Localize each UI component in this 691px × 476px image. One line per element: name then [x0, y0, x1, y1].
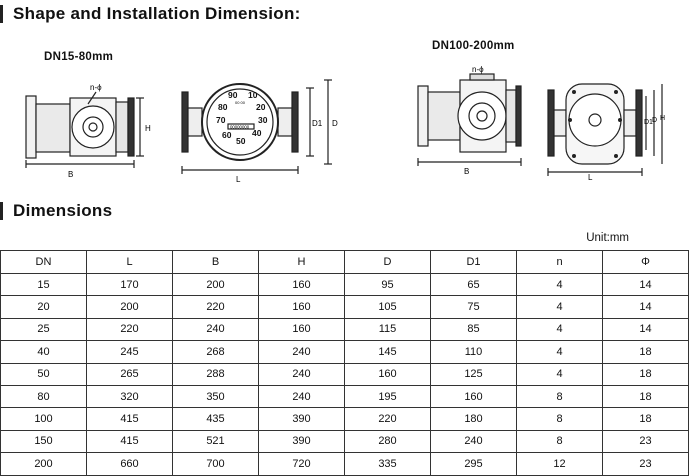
column-header: B — [173, 251, 259, 274]
column-header: Φ — [603, 251, 689, 274]
table-cell: 8 — [517, 408, 603, 430]
hole-label-large: n-ϕ — [472, 65, 484, 74]
table-cell: 200 — [87, 296, 173, 318]
table-cell: 240 — [259, 385, 345, 407]
large-size-label: DN100-200mm — [432, 40, 515, 52]
table-row — [1, 385, 689, 407]
shape-section-title: Shape and Installation Dimension: — [0, 5, 301, 23]
dim-h-label-small: H — [145, 124, 151, 133]
table-row — [1, 363, 689, 385]
table-cell: 20 — [1, 296, 87, 318]
dim-h-label-large: H — [660, 115, 666, 122]
table-cell: 4 — [517, 296, 603, 318]
table-cell: 85 — [431, 318, 517, 340]
table-cell: 8 — [517, 430, 603, 452]
table-cell: 180 — [431, 408, 517, 430]
table-cell: 14 — [603, 318, 689, 340]
table-cell: 280 — [345, 430, 431, 452]
table-cell: 80 — [1, 385, 87, 407]
large-side-view-drawing — [412, 66, 530, 176]
table-cell: 4 — [517, 341, 603, 363]
table-cell: 335 — [345, 453, 431, 475]
table-cell: 521 — [173, 430, 259, 452]
column-header: DN — [1, 251, 87, 274]
table-cell: 75 — [431, 296, 517, 318]
dial-number: 10 — [248, 90, 258, 100]
table-cell: 14 — [603, 296, 689, 318]
table-header-row — [1, 251, 689, 274]
table-cell: 25 — [1, 318, 87, 340]
table-cell: 4 — [517, 363, 603, 385]
table-cell: 240 — [431, 430, 517, 452]
dial-number: 90 — [228, 90, 238, 100]
column-header: D1 — [431, 251, 517, 274]
table-cell: 150 — [1, 430, 87, 452]
table-cell: 160 — [259, 318, 345, 340]
table-row — [1, 274, 689, 296]
table-cell: 390 — [259, 408, 345, 430]
dim-b-label-large: B — [464, 167, 470, 176]
table-cell: 23 — [603, 430, 689, 452]
table-cell: 18 — [603, 385, 689, 407]
large-front-view-drawing — [544, 76, 668, 180]
small-side-view-drawing — [18, 82, 158, 184]
table-cell: 12 — [517, 453, 603, 475]
column-header: L — [87, 251, 173, 274]
dim-d1-label-small: D1 — [312, 119, 323, 128]
table-cell: 200 — [173, 274, 259, 296]
table-cell: 65 — [431, 274, 517, 296]
table-cell: 8 — [517, 385, 603, 407]
column-header: n — [517, 251, 603, 274]
table-row — [1, 453, 689, 475]
table-cell: 160 — [431, 385, 517, 407]
table-cell: 15 — [1, 274, 87, 296]
dimensions-table — [0, 250, 689, 476]
dim-d-label-small: D — [332, 119, 338, 128]
table-cell: 435 — [173, 408, 259, 430]
dial-number: 30 — [258, 115, 268, 125]
hole-label-small: n-ϕ — [90, 83, 102, 92]
table-cell: 4 — [517, 274, 603, 296]
table-cell: 160 — [345, 363, 431, 385]
table-cell: 220 — [173, 296, 259, 318]
table-cell: 170 — [87, 274, 173, 296]
table-cell: 160 — [259, 296, 345, 318]
table-cell: 195 — [345, 385, 431, 407]
table-cell: 268 — [173, 341, 259, 363]
dial-counter: 00000000 — [230, 124, 250, 130]
column-header: H — [259, 251, 345, 274]
dim-d-label-large: D — [652, 117, 658, 124]
table-row — [1, 296, 689, 318]
table-cell: 415 — [87, 430, 173, 452]
dim-l-label-small: L — [236, 175, 241, 184]
dial-number: 50 — [236, 136, 246, 146]
dial-number: 40 — [252, 128, 262, 138]
unit-label: Unit:mm — [586, 232, 629, 244]
table-row — [1, 408, 689, 430]
table-cell: 390 — [259, 430, 345, 452]
table-cell: 220 — [87, 318, 173, 340]
table-row — [1, 430, 689, 452]
dial-small-digits: 00 00 — [235, 100, 246, 105]
table-cell: 265 — [87, 363, 173, 385]
table-cell: 240 — [259, 363, 345, 385]
table-cell: 200 — [1, 453, 87, 475]
small-size-label: DN15-80mm — [44, 51, 114, 63]
table-cell: 50 — [1, 363, 87, 385]
column-header: D — [345, 251, 431, 274]
table-cell: 350 — [173, 385, 259, 407]
table-cell: 240 — [259, 341, 345, 363]
table-cell: 95 — [345, 274, 431, 296]
table-cell: 14 — [603, 274, 689, 296]
dial-number: 80 — [218, 102, 228, 112]
table-cell: 660 — [87, 453, 173, 475]
table-cell: 18 — [603, 363, 689, 385]
dial-number: 20 — [256, 102, 266, 112]
table-cell: 40 — [1, 341, 87, 363]
table-cell: 4 — [517, 318, 603, 340]
table-cell: 160 — [259, 274, 345, 296]
table-cell: 720 — [259, 453, 345, 475]
table-cell: 125 — [431, 363, 517, 385]
table-cell: 110 — [431, 341, 517, 363]
table-cell: 23 — [603, 453, 689, 475]
table-cell: 115 — [345, 318, 431, 340]
small-front-view-drawing — [178, 78, 348, 184]
dimensions-section-title: Dimensions — [0, 202, 112, 220]
table-cell: 245 — [87, 341, 173, 363]
table-row — [1, 318, 689, 340]
table-cell: 240 — [173, 318, 259, 340]
table-row — [1, 341, 689, 363]
table-cell: 100 — [1, 408, 87, 430]
dial-number: 60 — [222, 130, 232, 140]
dim-d1-label-large: D1 — [644, 119, 653, 126]
table-cell: 295 — [431, 453, 517, 475]
table-cell: 700 — [173, 453, 259, 475]
dim-b-label-small: B — [68, 170, 74, 179]
table-cell: 18 — [603, 341, 689, 363]
table-cell: 415 — [87, 408, 173, 430]
table-cell: 105 — [345, 296, 431, 318]
dim-l-label-large: L — [588, 173, 593, 182]
table-cell: 145 — [345, 341, 431, 363]
table-cell: 220 — [345, 408, 431, 430]
table-cell: 18 — [603, 408, 689, 430]
table-cell: 288 — [173, 363, 259, 385]
dial-number: 70 — [216, 115, 226, 125]
table-cell: 320 — [87, 385, 173, 407]
table-body — [1, 274, 689, 476]
